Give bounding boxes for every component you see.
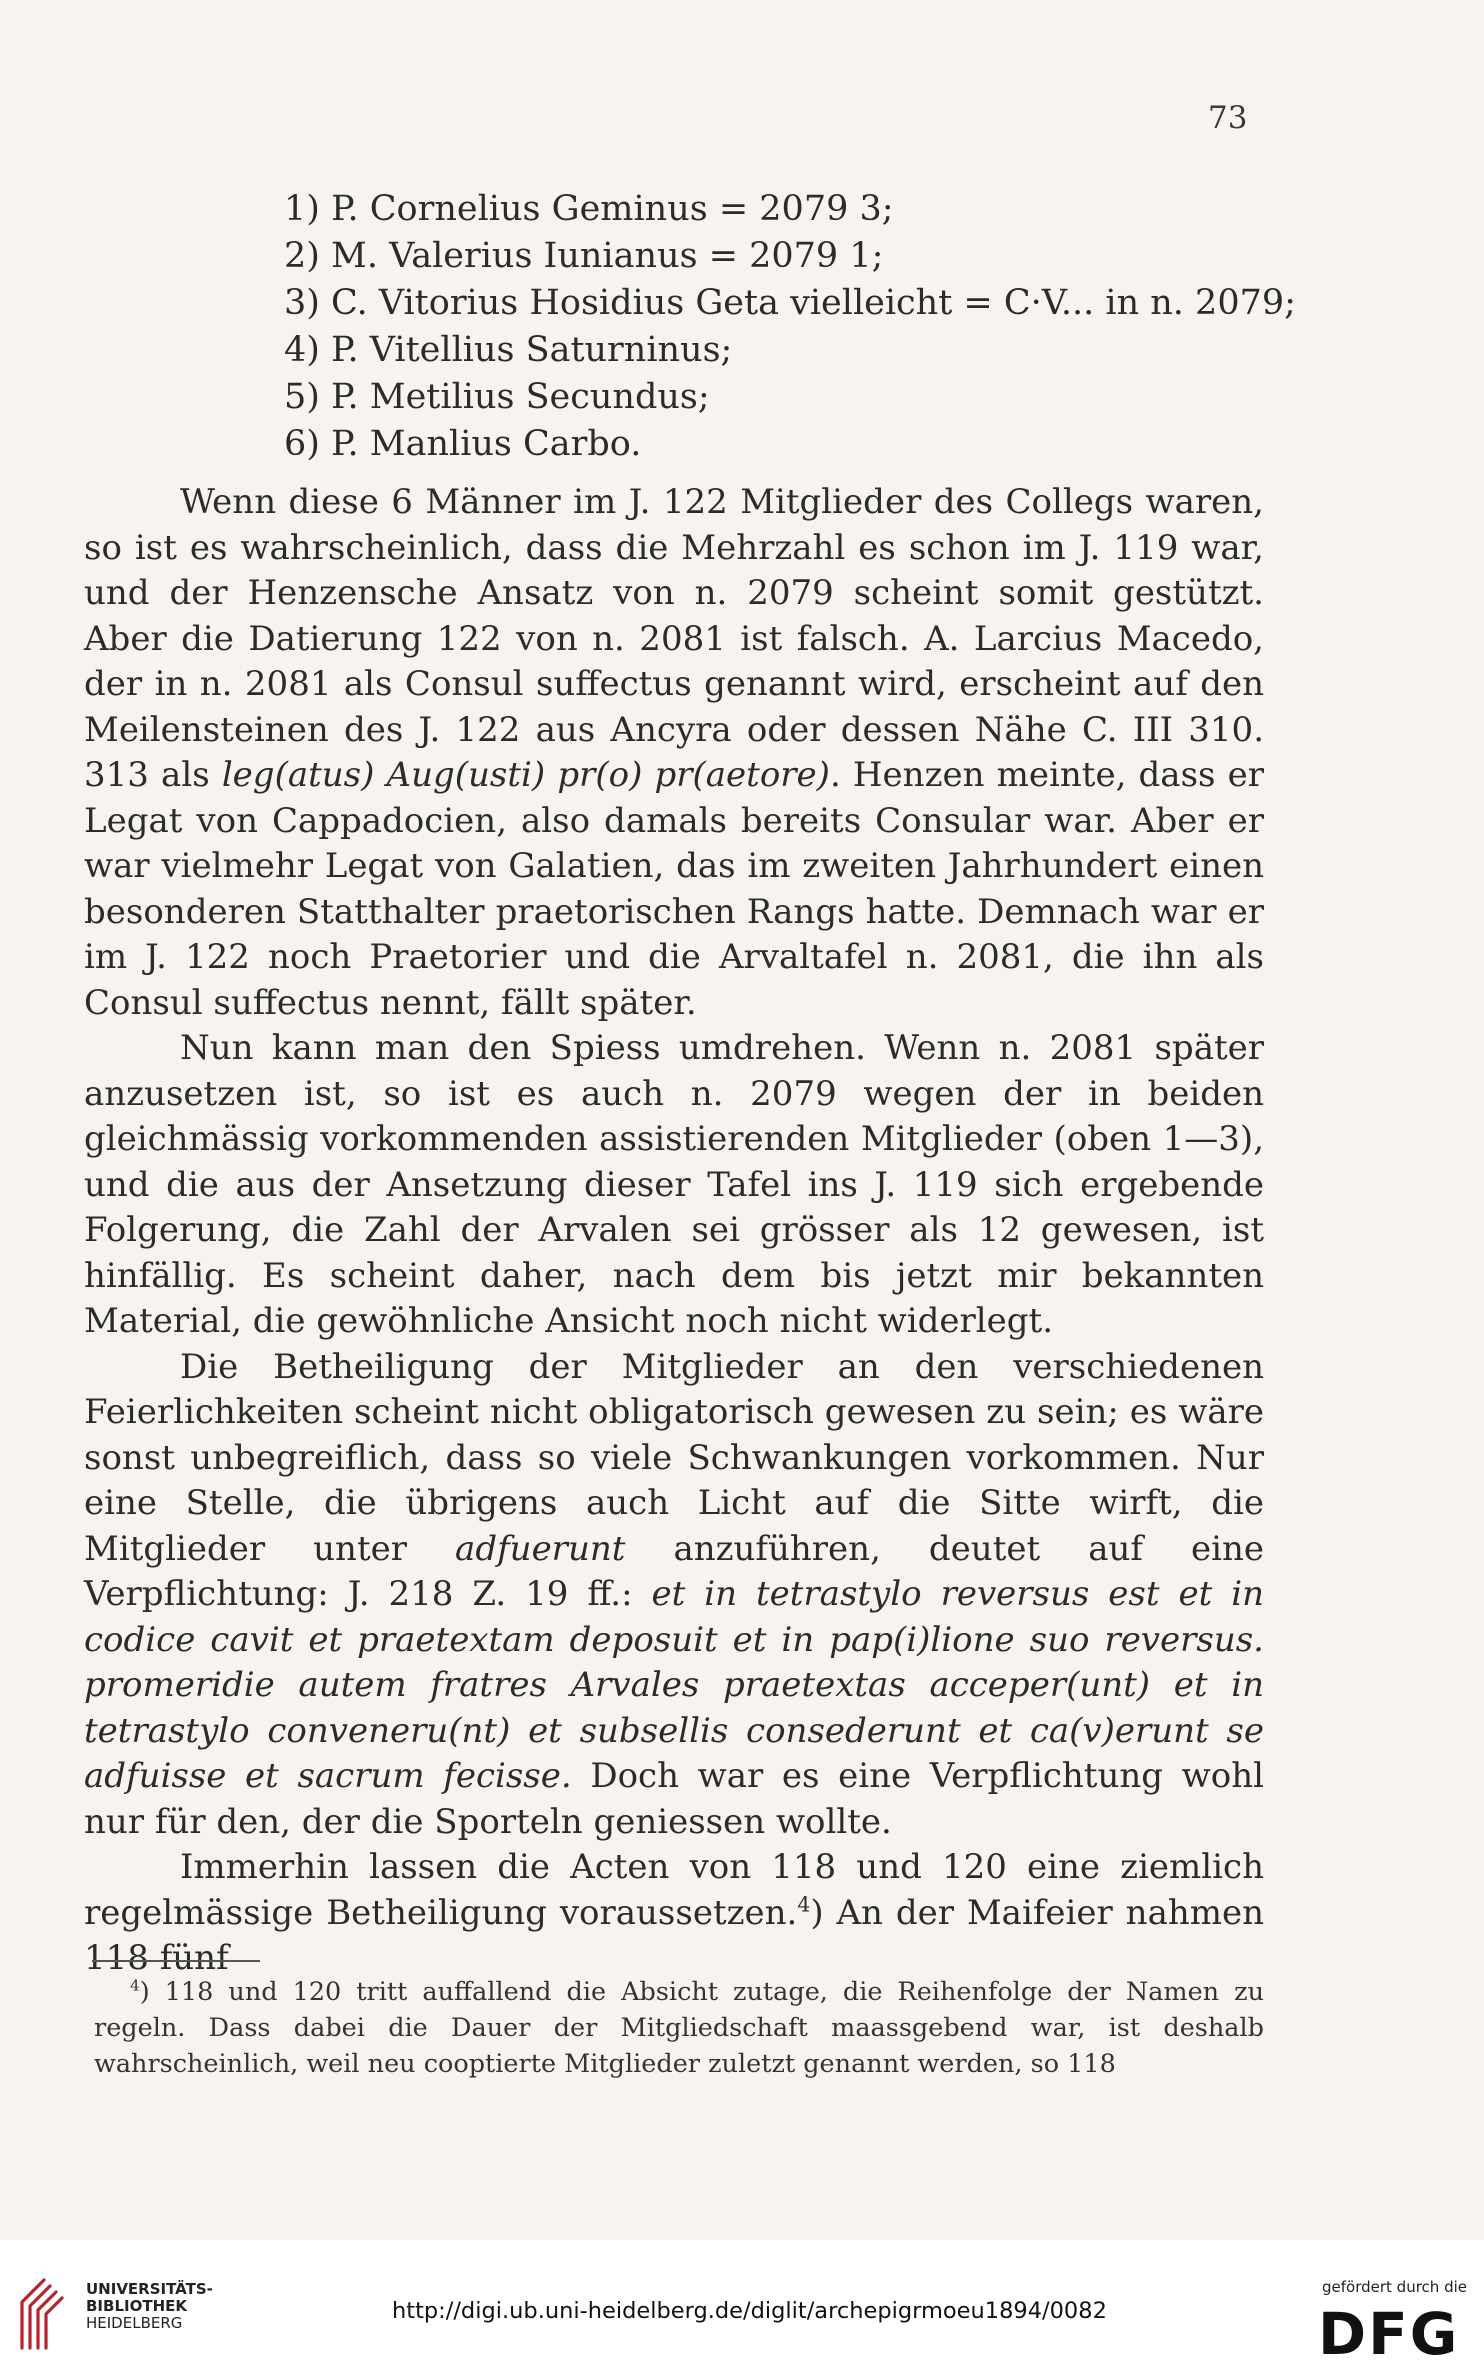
footnote-divider xyxy=(92,1960,260,1962)
paragraph-4: Immerhin lassen die Acten von 118 und 120 eine ziemlich regelmässige Betheiligung voraussetzen.$^4$) An der Maifeier nahmen 118 fünf xyxy=(84,1847,1264,1978)
body-text xyxy=(84,480,1264,1982)
list-item: 2) M. Valerius Iunianus = 2079 1; xyxy=(284,236,884,276)
paragraph-1: Wenn diese 6 Männer im J. 122 Mitglieder des Collegs waren, so ist es wahrscheinlich, dass die Mehrzahl es schon im J. 119 war, und der Henzensche Ansatz von n. 2079 scheint somit gestützt. Aber die Datierung 122 von n. 2081 ist falsch. A. Larcius Macedo, der in n. 2081 als Consul suffectus genannt wird, erscheint auf den Meilensteinen des J. 122 aus Ancyra oder dessen Nähe C. III 310. 313 als leg(atus) Aug(usti) pr(o) pr(aetore). Henzen meinte, dass er Legat von Cappadocien, also damals bereits Consular war. Aber er war vielmehr Legat von Galatien, das im zweiten Jahrhundert einen besonderen Statthalter praetorischen Rangs hatte. Demnach war er im J. 122 noch Praetorier und die Arvaltafel n. 2081, die ihn als Consul suffectus nennt, fällt später. xyxy=(84,482,1264,1023)
member-list xyxy=(284,186,1296,468)
university-library-logo-icon xyxy=(14,2272,76,2352)
italic-citation: leg(atus) Aug(usti) pr(o) pr(aetore) xyxy=(221,755,830,795)
library-name: UNIVERSITÄTS- BIBLIOTHEK HEIDELBERG xyxy=(86,2280,213,2332)
list-item: 3) C. Vitorius Hosidius Geta vielleicht = C·V... in n. 2079; xyxy=(284,283,1296,323)
list-item: 1) P. Cornelius Geminus = 2079 3; xyxy=(284,189,894,229)
italic-term: adfuerunt xyxy=(455,1528,626,1569)
paragraph-3: Die Betheiligung der Mitglieder an den verschiedenen Feierlichkeiten scheint nicht obligatorisch gewesen zu sein; es wäre sonst unbegreiflich, dass so viele Schwankungen vorkommen. Nur eine Stelle, die übrigens auch Licht auf die Sitte wirft, die Mitglieder unter adfuerunt anzuführen, deutet auf eine Verpflichtung: J. 218 Z. 19 ff.: et in tetrastylo reversus est et in codice cavit et praetextam deposuit et in pap(i)lione suo reversus. promeridie autem fratres Arvales praetextas acceper(unt) et in tetrastylo conveneru(nt) et subsellis consederunt et ca(v)erunt se adfuisse et sacrum fecisse. Doch war es eine Verpflichtung wohl nur für den, der die Sporteln geniessen wollte. xyxy=(84,1346,1264,1842)
permalink-url[interactable]: http://digi.ub.uni-heidelberg.de/diglit/archepigrmoeu1894/0082 xyxy=(392,2298,1107,2324)
paragraph-2: Nun kann man den Spiess umdrehen. Wenn n. 2081 später anzusetzen ist, so ist es auch n. 2079 wegen der in beiden gleichmässig vorkommenden assistierenden Mitglieder (oben 1—3), und die aus der Ansetzung dieser Tafel ins J. 119 sich ergebende Folgerung, die Zahl der Arvalen sei grösser als 12 gewesen, ist hinfällig. Es scheint daher, nach dem bis jetzt mir bekannten Material, die gewöhnliche Ansicht noch nicht widerlegt. xyxy=(84,1028,1264,1341)
page-number: 73 xyxy=(1208,100,1248,136)
footnote-number: 4 xyxy=(130,1976,140,1995)
footnote-mark: 4 xyxy=(797,1892,811,1917)
list-item: 4) P. Vitellius Saturninus; xyxy=(284,330,733,370)
list-item: 6) P. Manlius Carbo. xyxy=(284,424,642,464)
list-item: 5) P. Metilius Secundus; xyxy=(284,377,710,417)
funder-caption: gefördert durch die xyxy=(1322,2278,1467,2296)
footnote: $^4$) 118 und 120 tritt auffallend die Absicht zutage, die Reihenfolge der Namen zu regeln. Dass dabei die Dauer der Mitgliedschaft maassgebend war, ist deshalb wahrscheinlich, weil neu cooptierte Mitglieder zuletzt genannt werden, so 118 xyxy=(94,1976,1264,2079)
latin-quotation: et in tetrastylo reversus est et in codice cavit et praetextam deposuit et in pap(i)lione suo reversus. promeridie autem fratres Arvales praetextas acceper(unt) et in tetrastylo conveneru(nt) et subsellis consederunt et ca(v)erunt se adfuisse et sacrum fecisse. xyxy=(84,1574,1264,1796)
dfg-logo: DFG xyxy=(1318,2300,1460,2368)
